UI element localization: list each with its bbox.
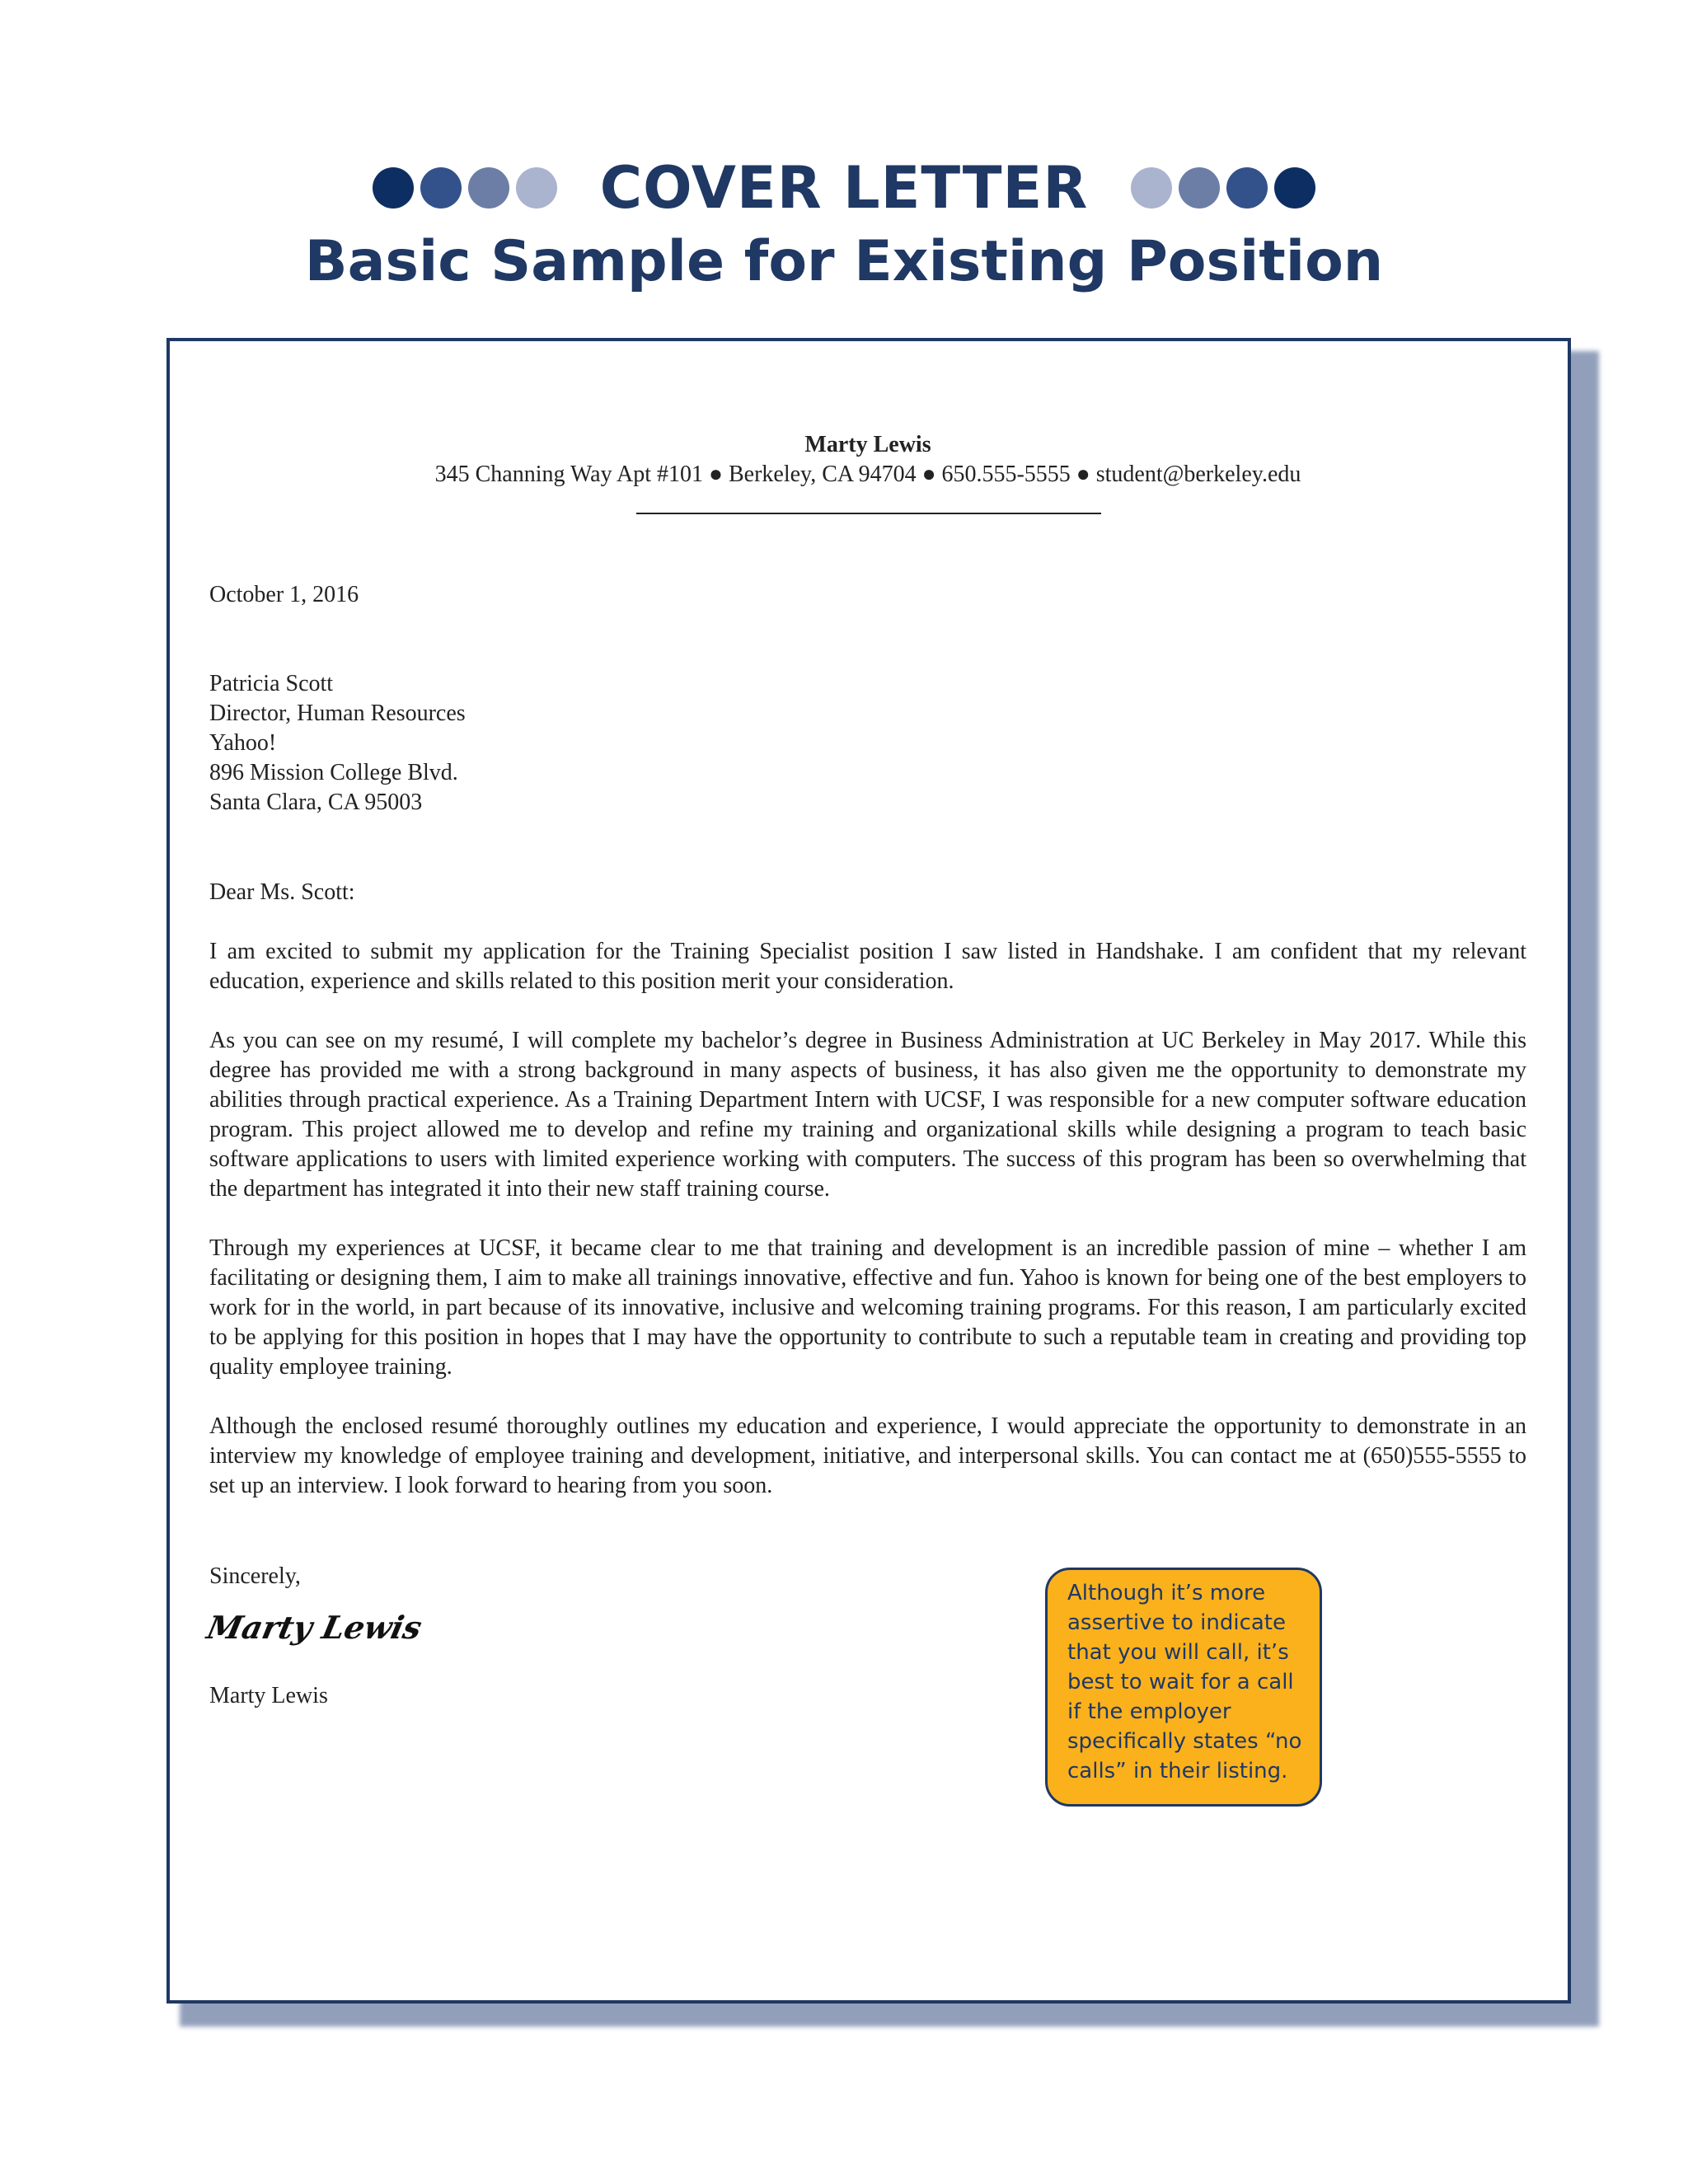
dot-icon [468,167,509,209]
body-paragraph: As you can see on my resumé, I will complete my bachelor’s degree in Business Administration at UC Berkeley in May 2017. While this degree has provided me with a strong background in many aspects of business, it has also given me the opportunity to demonstrate my abilities through practical experience. As a Training Department Intern with UCSF, I was responsible for a new computer software education program. This project allowed me to develop and refine my training and organizational skills while designing a program to teach basic software applications to users with limited experience working with computers. The success of this program has been so overwhelming that the department has integrated it into their new staff training course. [209,1028,1526,1202]
closing: Sincerely, [209,1563,301,1589]
right-dots [1128,167,1319,209]
sender-name: Marty Lewis [804,432,931,457]
dot-icon [516,167,557,209]
letter-date: October 1, 2016 [209,582,359,607]
title-row [0,155,1688,221]
signature: Marty Lewis [204,1609,425,1646]
sender-contact: 345 Channing Way Apt #101 ● Berkeley, CA 94704 ● 650.555-5555 ● student@berkeley.edu [434,462,1301,487]
recipient-line: Yahoo! [209,730,277,756]
page-subtitle: Basic Sample for Existing Position [304,229,1384,294]
printed-name: Marty Lewis [209,1683,328,1708]
body-paragraph: Through my experiences at UCSF, it became clear to me that training and development is an incredible passion of mine – whether I am facilitating or designing them, I aim to make all trainings innovative, effective and fun. Yahoo is known for being one of the best employers to work for in the world, in part because of its innovative, inclusive and welcoming training programs. For this reason, I am particularly excited to be applying for this position in hopes that I may have the opportunity to contribute to such a reputable team in creating and providing top quality employee training. [209,1235,1526,1380]
recipient-line: Santa Clara, CA 95003 [209,790,423,815]
tip-callout: Although it’s more assertive to indicate that you will call, it’s best to wait for a call if the employer specifically states “no calls” in their listing. [1045,1568,1322,1807]
dot-icon [1131,167,1172,209]
dot-icon [373,167,414,209]
recipient-line: Director, Human Resources [209,701,466,726]
salutation: Dear Ms. Scott: [209,879,355,905]
header-divider [636,513,1101,514]
dot-icon [1179,167,1220,209]
body-paragraph: I am excited to submit my application for the Training Specialist position I saw listed in Handshake. I am confident that my relevant education, experience and skills related to this position merit your consideration. [209,939,1526,994]
dot-icon [1274,167,1315,209]
recipient-line: 896 Mission College Blvd. [209,760,458,785]
left-dots [369,167,560,209]
letter-body [209,937,1526,1530]
dot-icon [420,167,462,209]
recipient-block [209,669,1526,818]
recipient-line: Patricia Scott [209,671,334,696]
page-title: COVER LETTER [599,154,1089,222]
dot-icon [1226,167,1268,209]
body-paragraph: Although the enclosed resumé thoroughly outlines my education and experience, I would appreciate the opportunity to demonstrate in an interview my knowledge of employee training and development, initiative, and interpersonal skills. You can contact me at (650)555-5555 to set up an interview. I look forward to hearing from you soon. [209,1413,1526,1498]
